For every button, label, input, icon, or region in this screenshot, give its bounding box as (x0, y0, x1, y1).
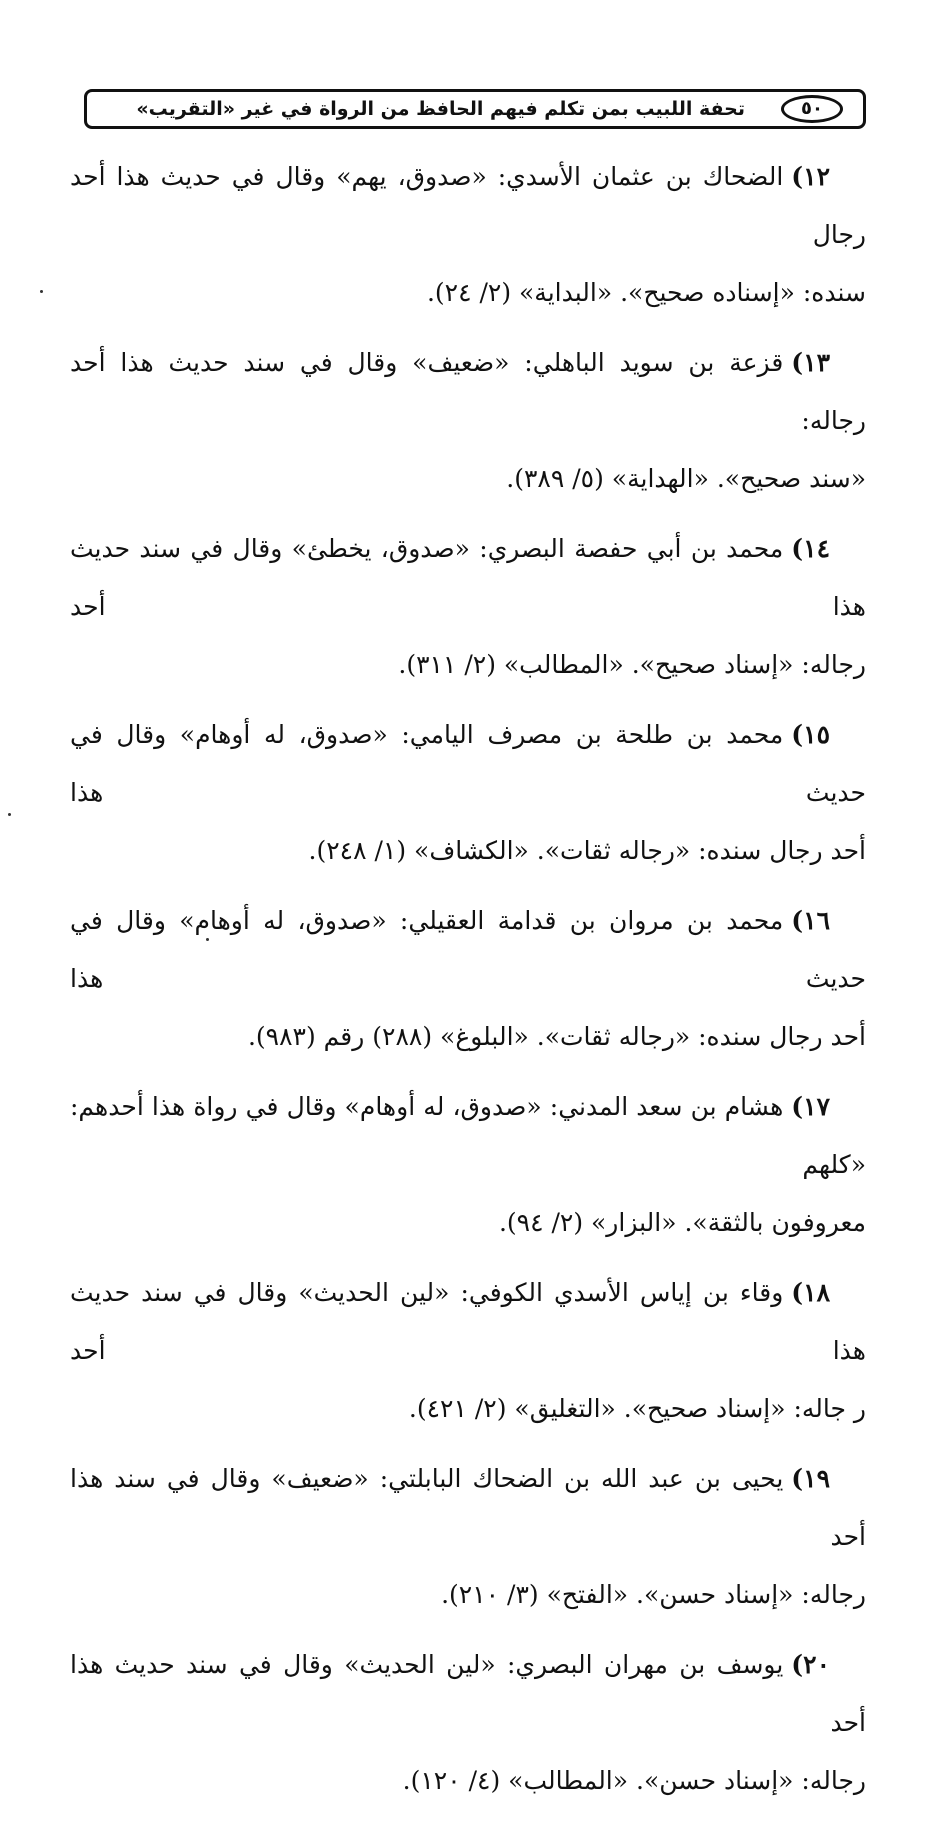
entry-text: يوسف بن مهران البصري: «لين الحديث» وقال في سند حديث هذا أحد (70, 1650, 866, 1737)
scan-speck (8, 813, 11, 816)
entry-18 (70, 1264, 866, 1438)
entry-continuation: رجاله: «إسناد حسن». «الفتح» (٣/ ٢١٠). (441, 1580, 866, 1609)
entry-17 (70, 1078, 866, 1252)
entry-14 (70, 520, 866, 694)
running-header (84, 89, 866, 129)
entry-text: قزعة بن سويد الباهلي: «ضعيف» وقال في سند حديث هذا أحد رجاله: (70, 348, 866, 435)
entry-first-line (70, 1450, 866, 1566)
entry-number: ١٥) (791, 720, 830, 749)
entry-number: ١٢) (791, 162, 830, 191)
entry-15 (70, 706, 866, 880)
entry-first-line (70, 520, 866, 636)
entry-continuation: أحد رجال سنده: «رجاله ثقات». «الكشاف» (١/ ٢٤٨). (308, 836, 866, 865)
entry-number: ٢٠) (791, 1650, 830, 1679)
entry-text: محمد بن مروان بن قدامة العقيلي: «صدوق، له أوهام» وقال في حديث هذا (70, 906, 866, 993)
entry-first-line (70, 706, 866, 822)
entry-number: ١٩) (791, 1464, 830, 1493)
entry-number: ١٤) (791, 534, 830, 563)
entry-first-line (70, 148, 866, 264)
entry-number: ١٣) (791, 348, 830, 377)
entry-text: يحيى بن عبد الله بن الضحاك البابلتي: «ضعيف» وقال في سند هذا أحد (70, 1464, 866, 1551)
entry-continuation: سنده: «إسناده صحيح». «البداية» (٢/ ٢٤). (426, 278, 866, 307)
running-header-title: تحفة اللبيب بمن تكلم فيهم الحافظ من الرواة في غير «التقريب» (136, 98, 745, 120)
scan-speck (206, 938, 209, 941)
entry-first-line (70, 1264, 866, 1380)
entry-text: محمد بن طلحة بن مصرف اليامي: «صدوق، له أوهام» وقال في حديث هذا (70, 720, 866, 807)
entry-text: وقاء بن إياس الأسدي الكوفي: «لين الحديث» وقال في سند حديث هذا أحد (70, 1278, 866, 1365)
entry-first-line (70, 334, 866, 450)
entry-continuation: «سند صحيح». «الهداية» (٥/ ٣٨٩). (506, 464, 866, 493)
entry-19 (70, 1450, 866, 1624)
scan-speck (40, 290, 43, 293)
entries-list (70, 148, 866, 1822)
entry-first-line (70, 1636, 866, 1752)
entry-16 (70, 892, 866, 1066)
entry-continuation: رجاله: «إسناد حسن». «المطالب» (٤/ ١٢٠). (402, 1766, 866, 1795)
entry-text: هشام بن سعد المدني: «صدوق، له أوهام» وقال في رواة هذا أحدهم: «كلهم (70, 1092, 866, 1179)
entry-continuation: معروفون بالثقة». «البزار» (٢/ ٩٤). (498, 1208, 866, 1237)
entry-continuation: أحد رجال سنده: «رجاله ثقات». «البلوغ» (٢٨٨) رقم (٩٨٣). (247, 1022, 866, 1051)
entry-number: ١٧) (791, 1092, 830, 1121)
entry-text: الضحاك بن عثمان الأسدي: «صدوق، يهم» وقال في حديث هذا أحد رجال (70, 162, 866, 249)
entry-12 (70, 148, 866, 322)
entry-continuation: ر جاله: «إسناد صحيح». «التغليق» (٢/ ٤٢١). (408, 1394, 866, 1423)
entry-13 (70, 334, 866, 508)
page-number: ٥٠ (781, 95, 843, 123)
entry-number: ١٨) (791, 1278, 830, 1307)
entry-first-line (70, 1078, 866, 1194)
entry-text: محمد بن أبي حفصة البصري: «صدوق، يخطئ» وقال في سند حديث هذا أحد (70, 534, 866, 621)
entry-first-line (70, 892, 866, 1008)
entry-continuation: رجاله: «إسناد صحيح». «المطالب» (٢/ ٣١١). (398, 650, 866, 679)
entry-number: ١٦) (791, 906, 830, 935)
entry-20 (70, 1636, 866, 1810)
